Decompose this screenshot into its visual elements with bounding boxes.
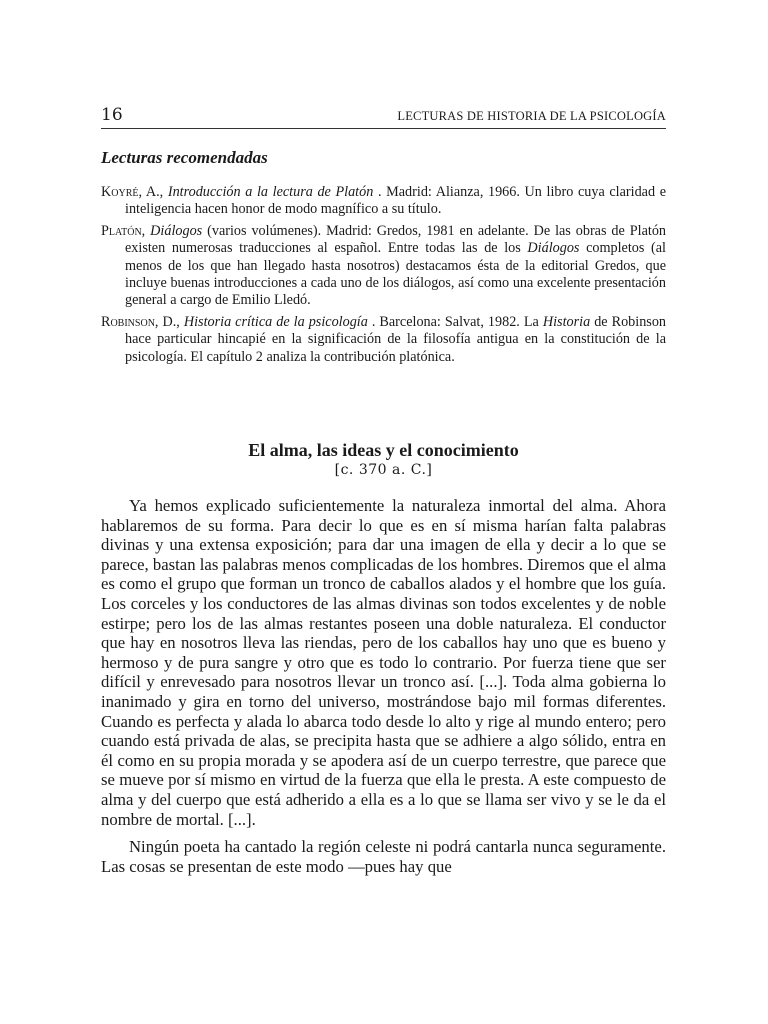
reference-details: completos (al menos de los que han llegado hasta nosotros) destacamos ésta de la editorial Gredos, que incluye buenas introducciones a cada uno de los diálogos, así como una excelente presentación general a cargo de Emilio Lledó. [125, 240, 667, 309]
article-date: [c. 370 a. C.] [334, 462, 433, 478]
reference-details: de Robinson hace particular hincapié en la significación de la filosofía antigua en la constitución de la psicología. El capítulo 2 analiza la contribución platónica. [125, 313, 667, 365]
reference-item [101, 223, 666, 310]
reference-details: . Barcelona: Salvat, 1982. La [367, 313, 543, 330]
reference-author: Koyré [101, 184, 139, 200]
running-title: LECTURAS DE HISTORIA DE LA PSICOLOGÍA [397, 109, 666, 123]
reference-list [101, 184, 666, 370]
page-header [101, 105, 666, 125]
reference-title: Historia crítica de la psicología [183, 313, 368, 330]
reference-title-inline: Historia [542, 313, 591, 330]
reference-details: . Madrid: Alianza, 1966. Un libro cuya claridad e inteligencia hacen honor de modo magnífico a su título. [125, 184, 666, 218]
body-paragraph: Ya hemos explicado suficientemente la naturaleza inmortal del alma. Ahora hablaremos de su forma. Para decir lo que es en sí misma harían falta palabras divinas y una extensa exposición; para dar una imagen de ella y decir a lo que se parece, bastan las palabras menos complicadas de los hombres. Diremos que el alma es como el grupo que forman un tronco de caballos alados y el hombre que los guía. Los corceles y los conductores de las almas divinas son todos excelentes y de noble estirpe; pero los de las almas restantes poseen una doble naturaleza. El conductor que hay en nosotros lleva las riendas, pero de los caballos hay uno que es bueno y hermoso y de pura sangre y otro que es todo lo contrario. Por fuerza tiene que ser difícil y enrevesado para nosotros llevar un tronco así. [...]. Toda alma gobierna lo inanimado y gira en torno del universo, mostrándose bajo mil formas diferentes. Cuando es perfecta y alada lo abarca todo desde lo alto y rige al mundo entero; pero cuando está privada de alas, se precipita hasta que se adhiere a algo sólido, entra en él como en su propia morada y se apodera así de un cuerpo terrestre, que parece que se mueve por sí mismo en virtud de la fuerza que ella le presta. A este compuesto de alma y del cuerpo que está adherido a ella es a lo que se llama ser vivo y se le da el nombre de mortal. [...]. [101, 496, 666, 829]
reference-initial: , D., [154, 313, 184, 330]
page-number: 16 [101, 105, 123, 125]
reference-details: (varios volúmenes). Madrid: Gredos, 1981 en adelante. De las obras de Platón existen numerosas traducciones al español. Entre todas las de los [125, 222, 667, 257]
reference-initial: , [141, 222, 151, 239]
body-paragraph: Ningún poeta ha cantado la región celeste ni podrá cantarla nunca seguramente. Las cosas se presentan de este modo —pues hay que [101, 837, 666, 876]
article-title: El alma, las ideas y el conocimiento [248, 440, 519, 460]
reference-title: Diálogos [150, 222, 203, 239]
reference-initial: , A., [138, 184, 168, 200]
reference-item [101, 184, 666, 219]
header-rule [101, 128, 666, 129]
reference-title-inline: Diálogos [527, 240, 580, 257]
reference-author: Robinson [101, 313, 155, 330]
reference-title: Introducción a la lectura de Platón [167, 184, 374, 200]
reference-author: Platón [101, 222, 142, 239]
article-body [101, 496, 666, 884]
section-heading: Lecturas recomendadas [101, 148, 268, 167]
reference-item [101, 314, 666, 366]
